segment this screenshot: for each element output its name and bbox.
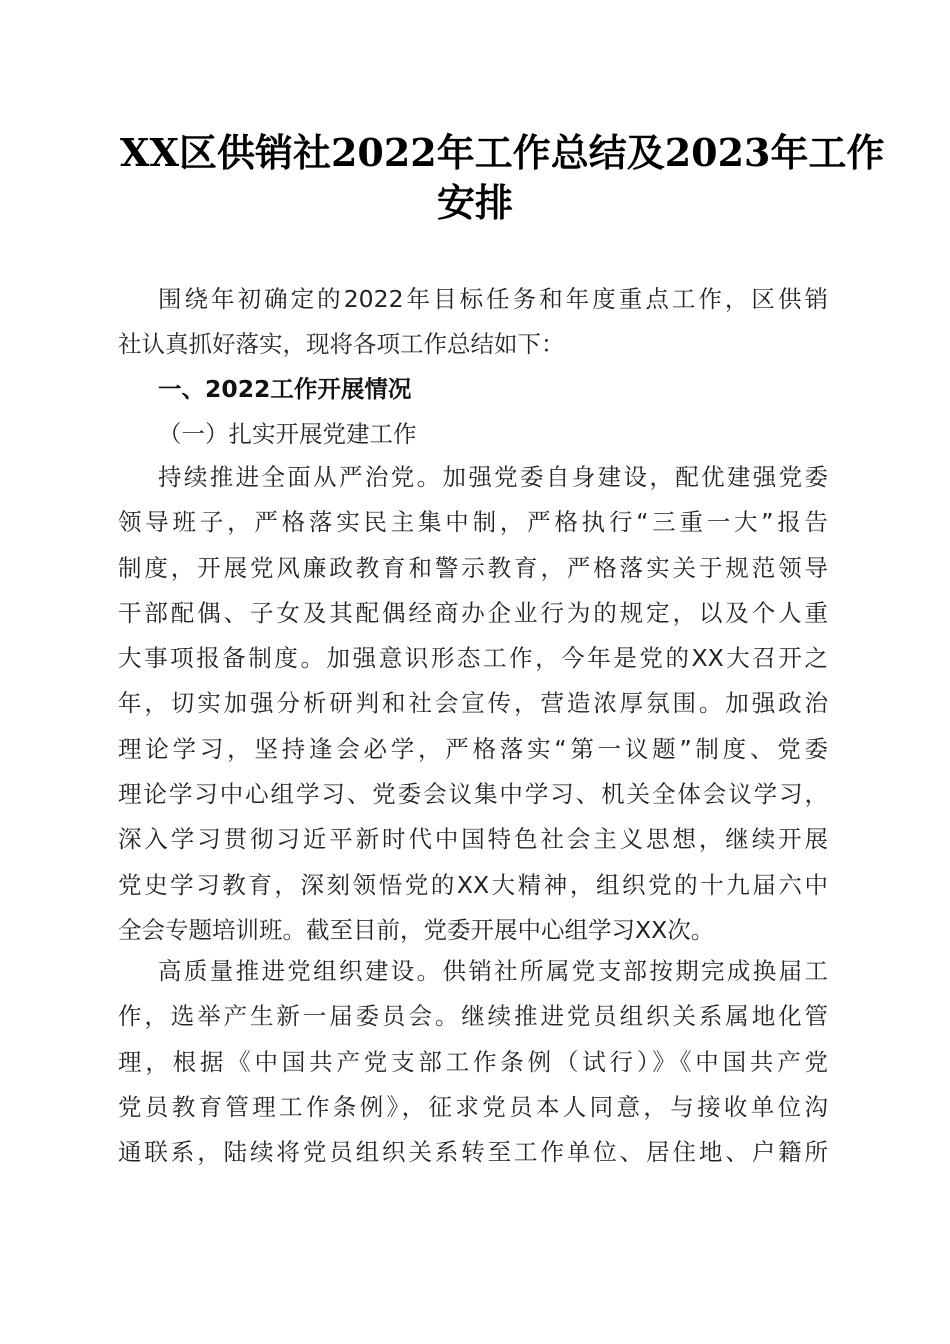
- paragraph-line: 理，根据《中国共产党支部工作条例（试行）》《中国共产党: [118, 1047, 828, 1076]
- paragraph-line: 高质量推进党组织建设。供销社所属党支部按期完成换届工: [158, 957, 828, 985]
- paragraph-line: 通联系，陆续将党员组织关系转至工作单位、居住地、户籍所: [118, 1138, 828, 1167]
- document-title: [120, 128, 885, 228]
- paragraph-line: 全会专题培训班。截至目前，党委开展中心组学习XX次。: [118, 915, 715, 944]
- paragraph-line: 领导班子，严格落实民主集中制，严格执行“三重一大”报告: [118, 508, 828, 537]
- title-line-1: XX区供销社2022年工作总结及2023年工作: [120, 130, 885, 175]
- paragraph-party-building: [118, 455, 828, 953]
- section-heading: 一、2022工作开展情况: [158, 375, 412, 403]
- paragraph-line: 党史学习教育，深刻领悟党的XX大精神，组织党的十九届六中: [118, 870, 828, 899]
- paragraph-line: 制度，开展党风廉政教育和警示教育，严格落实关于规范领导: [118, 553, 828, 582]
- paragraph-line: 大事项报备制度。加强意识形态工作，今年是党的XX大召开之: [118, 644, 828, 673]
- paragraph-line: 干部配偶、子女及其配偶经商办企业行为的规定，以及个人重: [118, 598, 828, 627]
- paragraph-line: 深入学习贯彻习近平新时代中国特色社会主义思想，继续开展: [118, 825, 828, 854]
- intro-line: 社认真抓好落实，现将各项工作总结如下：: [118, 330, 565, 359]
- title-line-2: 安排: [436, 180, 513, 225]
- paragraph-line: 年，切实加强分析研判和社会宣传，营造浓厚氛围。加强政治: [118, 689, 828, 718]
- paragraph-party-organization: [118, 949, 828, 1175]
- paragraph-line: 作，选举产生新一届委员会。继续推进党员组织关系属地化管: [118, 1002, 828, 1031]
- paragraph-line: 理论学习，坚持逢会必学，严格落实“第一议题”制度、党委: [118, 734, 828, 763]
- paragraph-line: 理论学习中心组学习、党委会议集中学习、机关全体会议学习，: [118, 780, 828, 809]
- paragraph-line: 持续推进全面从严治党。加强党委自身建设，配优建强党委: [158, 463, 828, 491]
- intro-paragraph: [118, 277, 828, 368]
- intro-line: 围绕年初确定的2022年目标任务和年度重点工作，区供销: [158, 285, 828, 313]
- subsection-heading: （一）扎实开展党建工作: [158, 420, 417, 448]
- paragraph-line: 党员教育管理工作条例》，征求党员本人同意，与接收单位沟: [118, 1092, 828, 1121]
